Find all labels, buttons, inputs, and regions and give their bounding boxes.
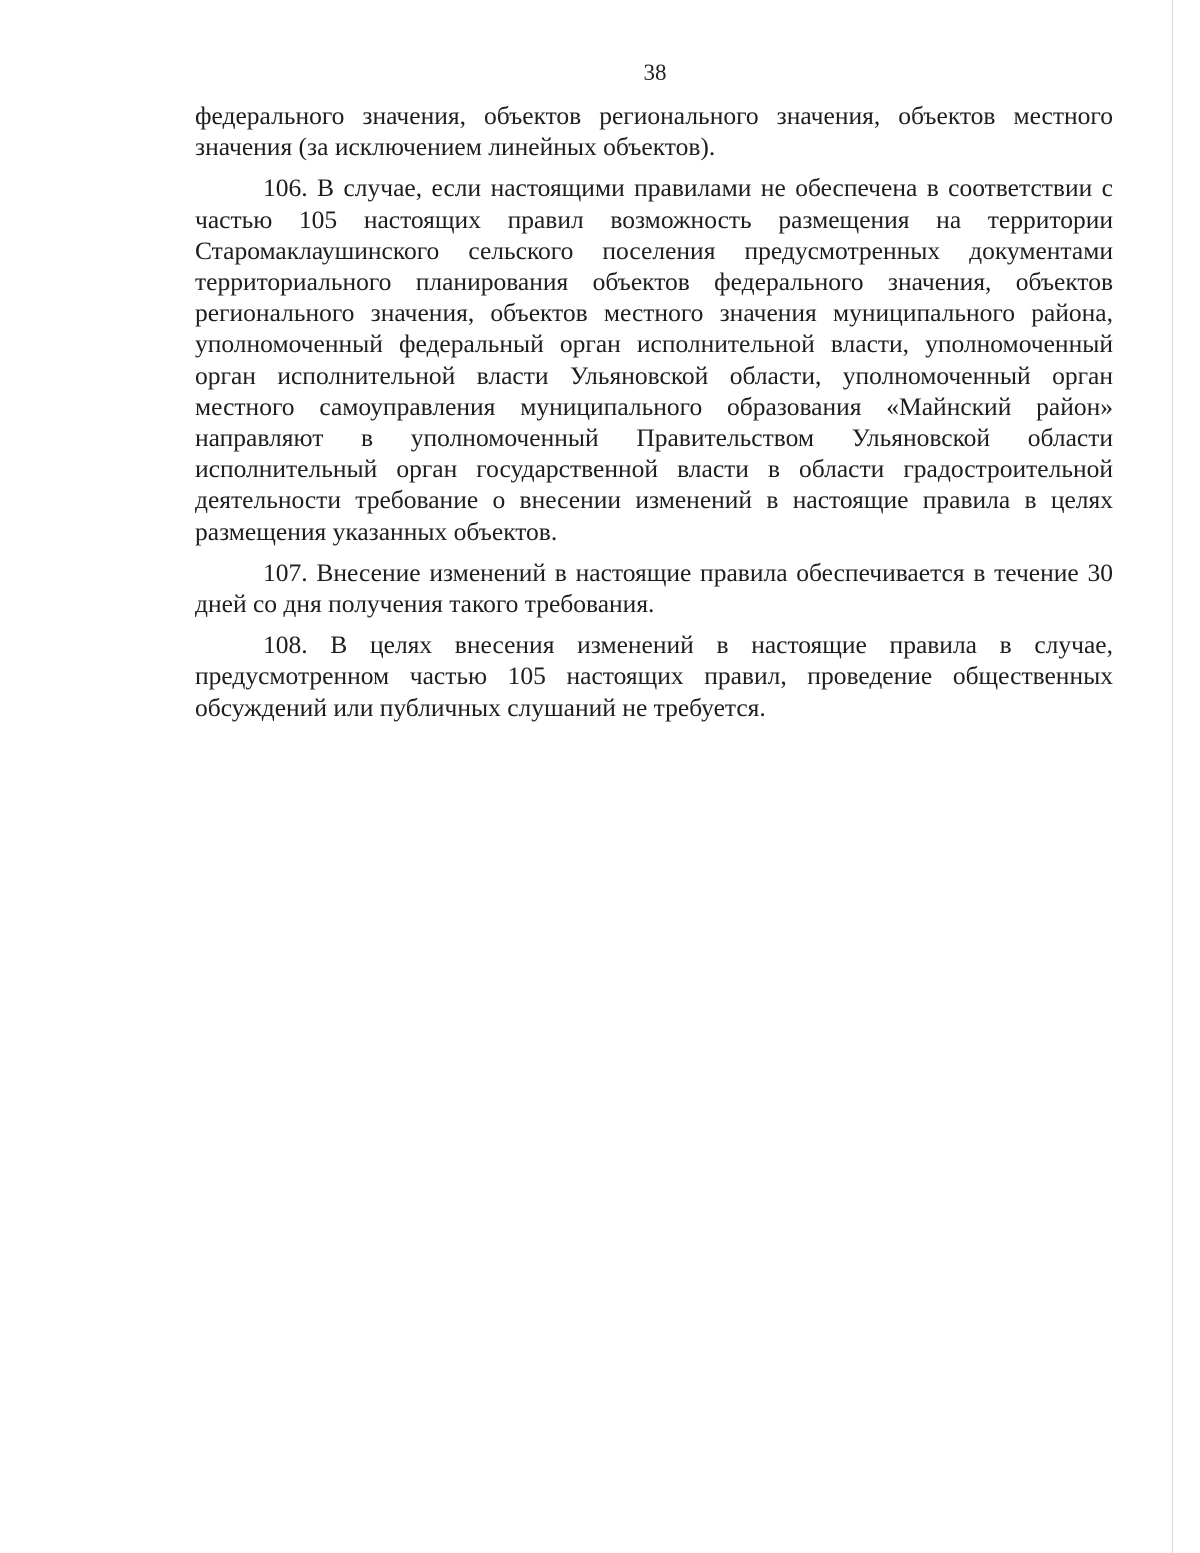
- paragraph-106: 106. В случае, если настоящими правилами не обеспечена в соответствии с частью 105 настоящих правил возможность размещения на территории Старомаклаушинского сельского поселения предусмотренных документами территориального планирования объектов федерального значения, объектов регионального значения, объектов местного значения муниципального района, уполномоченный федеральный орган исполнительной власти, уполномоченный орган исполнительной власти Ульяновской области, уполномоченный орган местного самоуправления муниципального образования «Майнский район» направляют в уполномоченный Правительством Ульяновской области исполнительный орган государственной власти в области градостроительной деятельности требование о внесении изменений в настоящие правила в целях размещения указанных объектов.: [195, 173, 1113, 546]
- paragraph-107: 107. Внесение изменений в настоящие правила обеспечивается в течение 30 дней со дня получения такого требования.: [195, 557, 1113, 619]
- document-body: [195, 100, 1113, 733]
- paragraph-continuation: федерального значения, объектов регионального значения, объектов местного значения (за исключением линейных объектов).: [195, 101, 1113, 162]
- page-number: 38: [643, 60, 667, 85]
- scan-edge-line: [1172, 0, 1173, 1553]
- paragraph-108: 108. В целях внесения изменений в настоящие правила в случае, предусмотренном частью 105 настоящих правил, проведение общественных обсуждений или публичных слушаний не требуется.: [195, 630, 1113, 722]
